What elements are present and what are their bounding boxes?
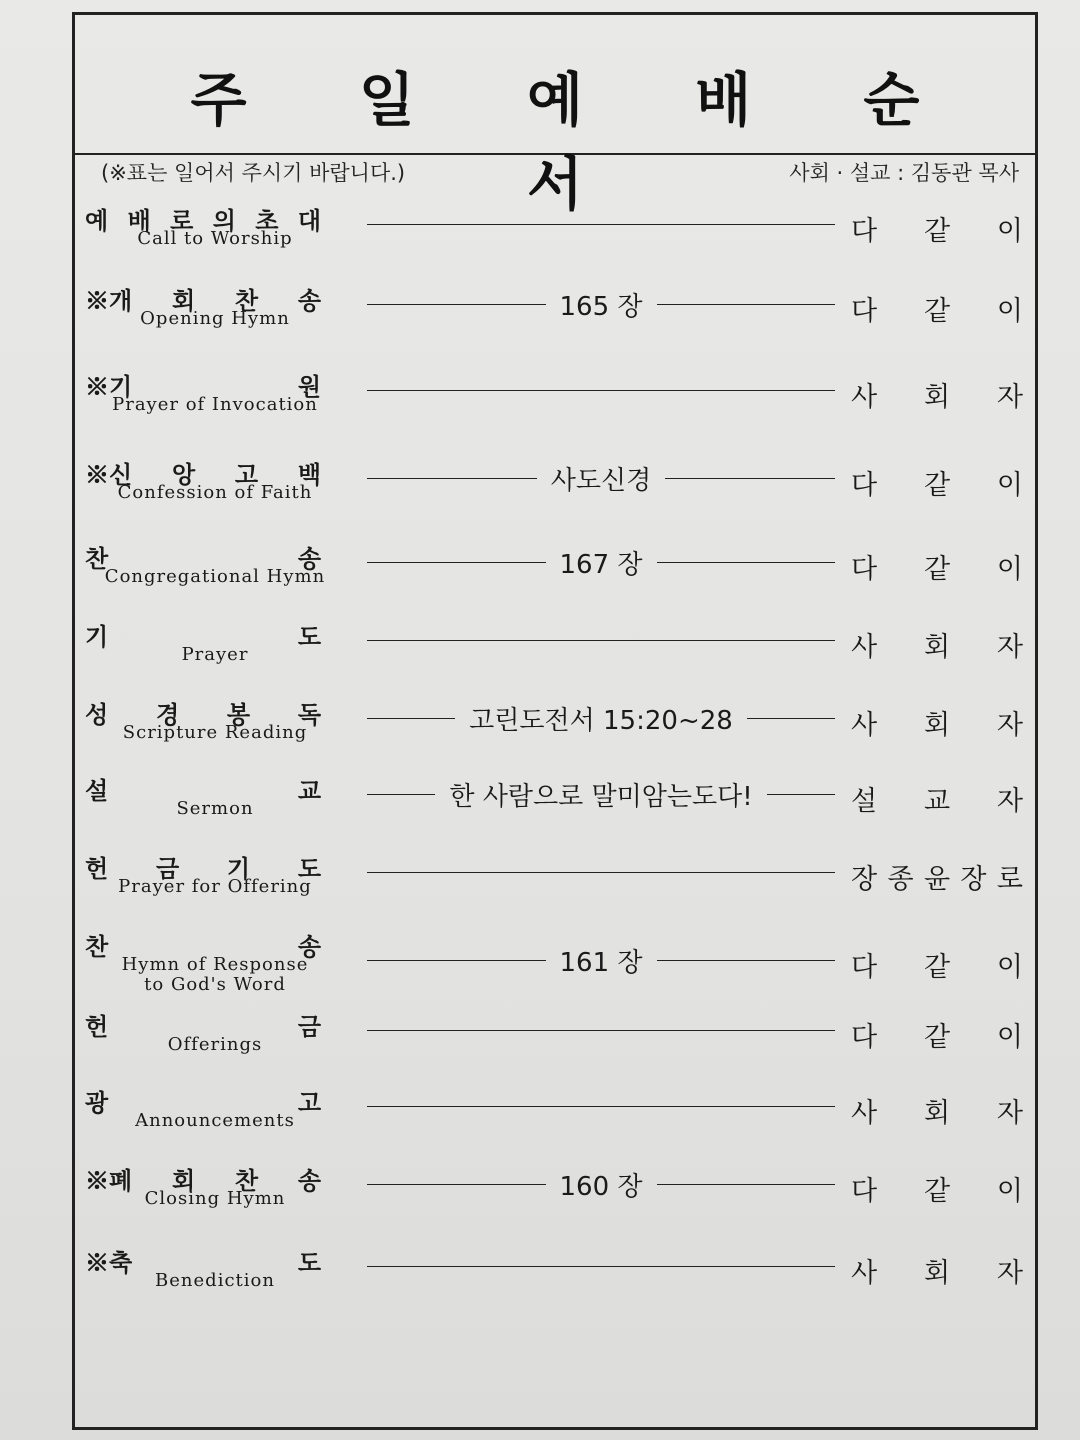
item-english-title-line2: to God's Word bbox=[144, 974, 286, 995]
leader-char: 회 bbox=[923, 632, 951, 663]
order-item bbox=[75, 849, 1035, 927]
korean-char: 회 bbox=[171, 286, 196, 315]
korean-char: 교 bbox=[297, 776, 321, 805]
korean-char: 기 bbox=[85, 622, 109, 651]
korean-char: 금 bbox=[155, 854, 180, 883]
korean-char: 대 bbox=[297, 206, 321, 235]
korean-char: 도 bbox=[297, 854, 321, 883]
item-english-title: Confession of Faith bbox=[117, 482, 313, 503]
leader-line bbox=[367, 209, 835, 239]
korean-char: 찬 bbox=[85, 932, 109, 961]
item-english-title: Benediction bbox=[155, 1270, 275, 1291]
leader-char: 교 bbox=[923, 786, 951, 817]
leader-line bbox=[367, 779, 835, 812]
korean-char: 송 bbox=[297, 1166, 321, 1195]
leader-char: 회 bbox=[923, 1258, 951, 1289]
item-leader bbox=[851, 703, 1023, 742]
order-item bbox=[75, 771, 1035, 849]
korean-char: 봉 bbox=[226, 700, 251, 729]
leader-char: 사 bbox=[851, 382, 878, 413]
korean-char: 고 bbox=[234, 460, 259, 489]
korean-char: 백 bbox=[297, 460, 321, 489]
leader-char: 자 bbox=[996, 710, 1023, 741]
item-detail: 160 장 bbox=[559, 1171, 643, 1202]
korean-char: 도 bbox=[297, 622, 321, 651]
korean-char: 원 bbox=[297, 372, 321, 401]
item-english-title: Prayer bbox=[181, 644, 249, 665]
leader-char: 이 bbox=[996, 296, 1023, 327]
item-detail: 161 장 bbox=[559, 947, 643, 978]
leader-line bbox=[367, 1015, 835, 1045]
item-leader bbox=[851, 779, 1023, 818]
leader-char: 사 bbox=[851, 710, 878, 741]
order-item bbox=[75, 927, 1035, 1005]
leader-char: 이 bbox=[996, 216, 1023, 247]
korean-char: 고 bbox=[297, 1088, 321, 1117]
korean-char: 경 bbox=[155, 700, 180, 729]
leader-char: 회 bbox=[923, 1098, 951, 1129]
leader-char: 이 bbox=[996, 1176, 1023, 1207]
korean-char: 송 bbox=[297, 286, 321, 315]
standing-note: (※표는 일어서 주시기 바랍니다.) bbox=[101, 161, 406, 185]
leader-line bbox=[367, 463, 835, 496]
leader-char: 같 bbox=[923, 216, 951, 247]
page-title: 주 일 예 배 순 서 bbox=[190, 66, 966, 218]
leader-char: 설 bbox=[851, 786, 878, 817]
item-english-title: Scripture Reading bbox=[122, 722, 308, 743]
korean-char: 설 bbox=[85, 776, 109, 805]
leader-line bbox=[367, 857, 835, 887]
item-english-title: Prayer for Offering bbox=[118, 876, 312, 897]
korean-char: ※축 bbox=[85, 1248, 133, 1277]
korean-char: 도 bbox=[297, 1248, 321, 1277]
korean-char: 초 bbox=[255, 206, 279, 235]
korean-char: ※개 bbox=[85, 286, 133, 315]
order-item bbox=[75, 201, 1035, 279]
korean-char: 앙 bbox=[171, 460, 196, 489]
leader-char: 이 bbox=[996, 470, 1023, 501]
korean-char: ※기 bbox=[85, 372, 133, 401]
leader-char: 이 bbox=[996, 1022, 1023, 1053]
leader-char: 회 bbox=[923, 382, 951, 413]
leader-char: 같 bbox=[923, 1176, 951, 1207]
leader-line bbox=[367, 1251, 835, 1281]
leader-char: 같 bbox=[923, 470, 951, 501]
leader-char: 다 bbox=[851, 1176, 878, 1207]
korean-char: 기 bbox=[226, 854, 251, 883]
order-item bbox=[75, 455, 1035, 533]
item-leader bbox=[851, 857, 1023, 896]
leader-line bbox=[367, 1091, 835, 1121]
order-item bbox=[75, 367, 1035, 445]
leader-char: 같 bbox=[923, 554, 951, 585]
item-english-title: Call to Worship bbox=[137, 228, 293, 249]
leader-char: 다 bbox=[851, 296, 878, 327]
korean-char: 로 bbox=[170, 206, 194, 235]
item-leader bbox=[851, 209, 1023, 248]
korean-char: 송 bbox=[297, 932, 321, 961]
korean-char: 헌 bbox=[85, 854, 109, 883]
leader-char: 사 bbox=[851, 632, 878, 663]
item-leader bbox=[851, 289, 1023, 328]
leader-line bbox=[367, 1169, 835, 1202]
korean-char: 헌 bbox=[85, 1012, 109, 1041]
item-detail: 한 사람으로 말미암는도다! bbox=[449, 781, 753, 812]
leader-char: 이 bbox=[996, 952, 1023, 983]
korean-char: ※폐 bbox=[85, 1166, 133, 1195]
order-item bbox=[75, 1243, 1035, 1321]
leader-char: 로 bbox=[996, 864, 1023, 895]
item-leader bbox=[851, 375, 1023, 414]
item-leader bbox=[851, 463, 1023, 502]
leader-char: 자 bbox=[996, 786, 1023, 817]
order-item bbox=[75, 1161, 1035, 1239]
item-detail: 고린도전서 15:20~28 bbox=[469, 705, 733, 736]
leader-char: 종 bbox=[887, 864, 914, 895]
leader-char: 다 bbox=[851, 952, 878, 983]
order-item bbox=[75, 1007, 1035, 1085]
officiant-label: 사회 · 설교 : 김동관 목사 bbox=[789, 161, 1019, 185]
item-leader bbox=[851, 547, 1023, 586]
leader-char: 다 bbox=[851, 554, 878, 585]
leader-char: 자 bbox=[996, 1258, 1023, 1289]
item-detail: 165 장 bbox=[559, 291, 643, 322]
korean-char: 송 bbox=[297, 544, 321, 573]
item-leader bbox=[851, 1251, 1023, 1290]
leader-line bbox=[367, 945, 835, 978]
korean-char: 예 bbox=[85, 206, 109, 235]
leader-char: 윤 bbox=[923, 864, 951, 895]
leader-char: 회 bbox=[923, 710, 951, 741]
leader-line bbox=[367, 375, 835, 405]
leader-char: 자 bbox=[996, 632, 1023, 663]
item-english-title: Prayer of Invocation bbox=[112, 394, 318, 415]
item-leader bbox=[851, 1169, 1023, 1208]
item-leader bbox=[851, 945, 1023, 984]
korean-char: 배 bbox=[127, 206, 151, 235]
korean-char: 찬 bbox=[85, 544, 109, 573]
item-english-title: Hymn of Response bbox=[121, 954, 309, 975]
korean-char: ※신 bbox=[85, 460, 133, 489]
leader-char: 다 bbox=[851, 1022, 878, 1053]
leader-char: 같 bbox=[923, 296, 951, 327]
leader-char: 사 bbox=[851, 1258, 878, 1289]
korean-char: 독 bbox=[297, 700, 321, 729]
leader-char: 자 bbox=[996, 382, 1023, 413]
korean-char: 광 bbox=[85, 1088, 109, 1117]
leader-char: 같 bbox=[923, 1022, 951, 1053]
leader-line bbox=[367, 289, 835, 322]
leader-char: 장 bbox=[851, 864, 878, 895]
order-item bbox=[75, 1083, 1035, 1161]
leader-line bbox=[367, 547, 835, 580]
item-english-title: Announcements bbox=[135, 1110, 295, 1131]
leader-char: 다 bbox=[851, 216, 878, 247]
item-english-title: Opening Hymn bbox=[140, 308, 290, 329]
korean-char: 성 bbox=[85, 700, 109, 729]
item-leader bbox=[851, 625, 1023, 664]
order-item bbox=[75, 539, 1035, 617]
item-english-title: Sermon bbox=[176, 798, 254, 819]
order-item bbox=[75, 617, 1035, 695]
leader-line bbox=[367, 703, 835, 736]
item-english-title: Closing Hymn bbox=[144, 1188, 286, 1209]
leader-char: 자 bbox=[996, 1098, 1023, 1129]
bulletin-frame bbox=[72, 12, 1038, 1430]
order-item bbox=[75, 695, 1035, 773]
korean-char: 찬 bbox=[234, 286, 259, 315]
korean-char: 금 bbox=[297, 1012, 321, 1041]
leader-char: 장 bbox=[960, 864, 987, 895]
leader-line bbox=[367, 625, 835, 655]
korean-char: 회 bbox=[171, 1166, 196, 1195]
order-item bbox=[75, 281, 1035, 359]
leader-char: 같 bbox=[923, 952, 951, 983]
item-leader bbox=[851, 1091, 1023, 1130]
item-english-title: Offerings bbox=[167, 1034, 263, 1055]
leader-char: 사 bbox=[851, 1098, 878, 1129]
item-english-title: Congregational Hymn bbox=[104, 566, 326, 587]
item-detail: 사도신경 bbox=[550, 465, 652, 496]
item-leader bbox=[851, 1015, 1023, 1054]
leader-char: 다 bbox=[851, 470, 878, 501]
korean-char: 의 bbox=[212, 206, 236, 235]
korean-char: 찬 bbox=[234, 1166, 259, 1195]
leader-char: 이 bbox=[996, 554, 1023, 585]
item-detail: 167 장 bbox=[559, 549, 643, 580]
